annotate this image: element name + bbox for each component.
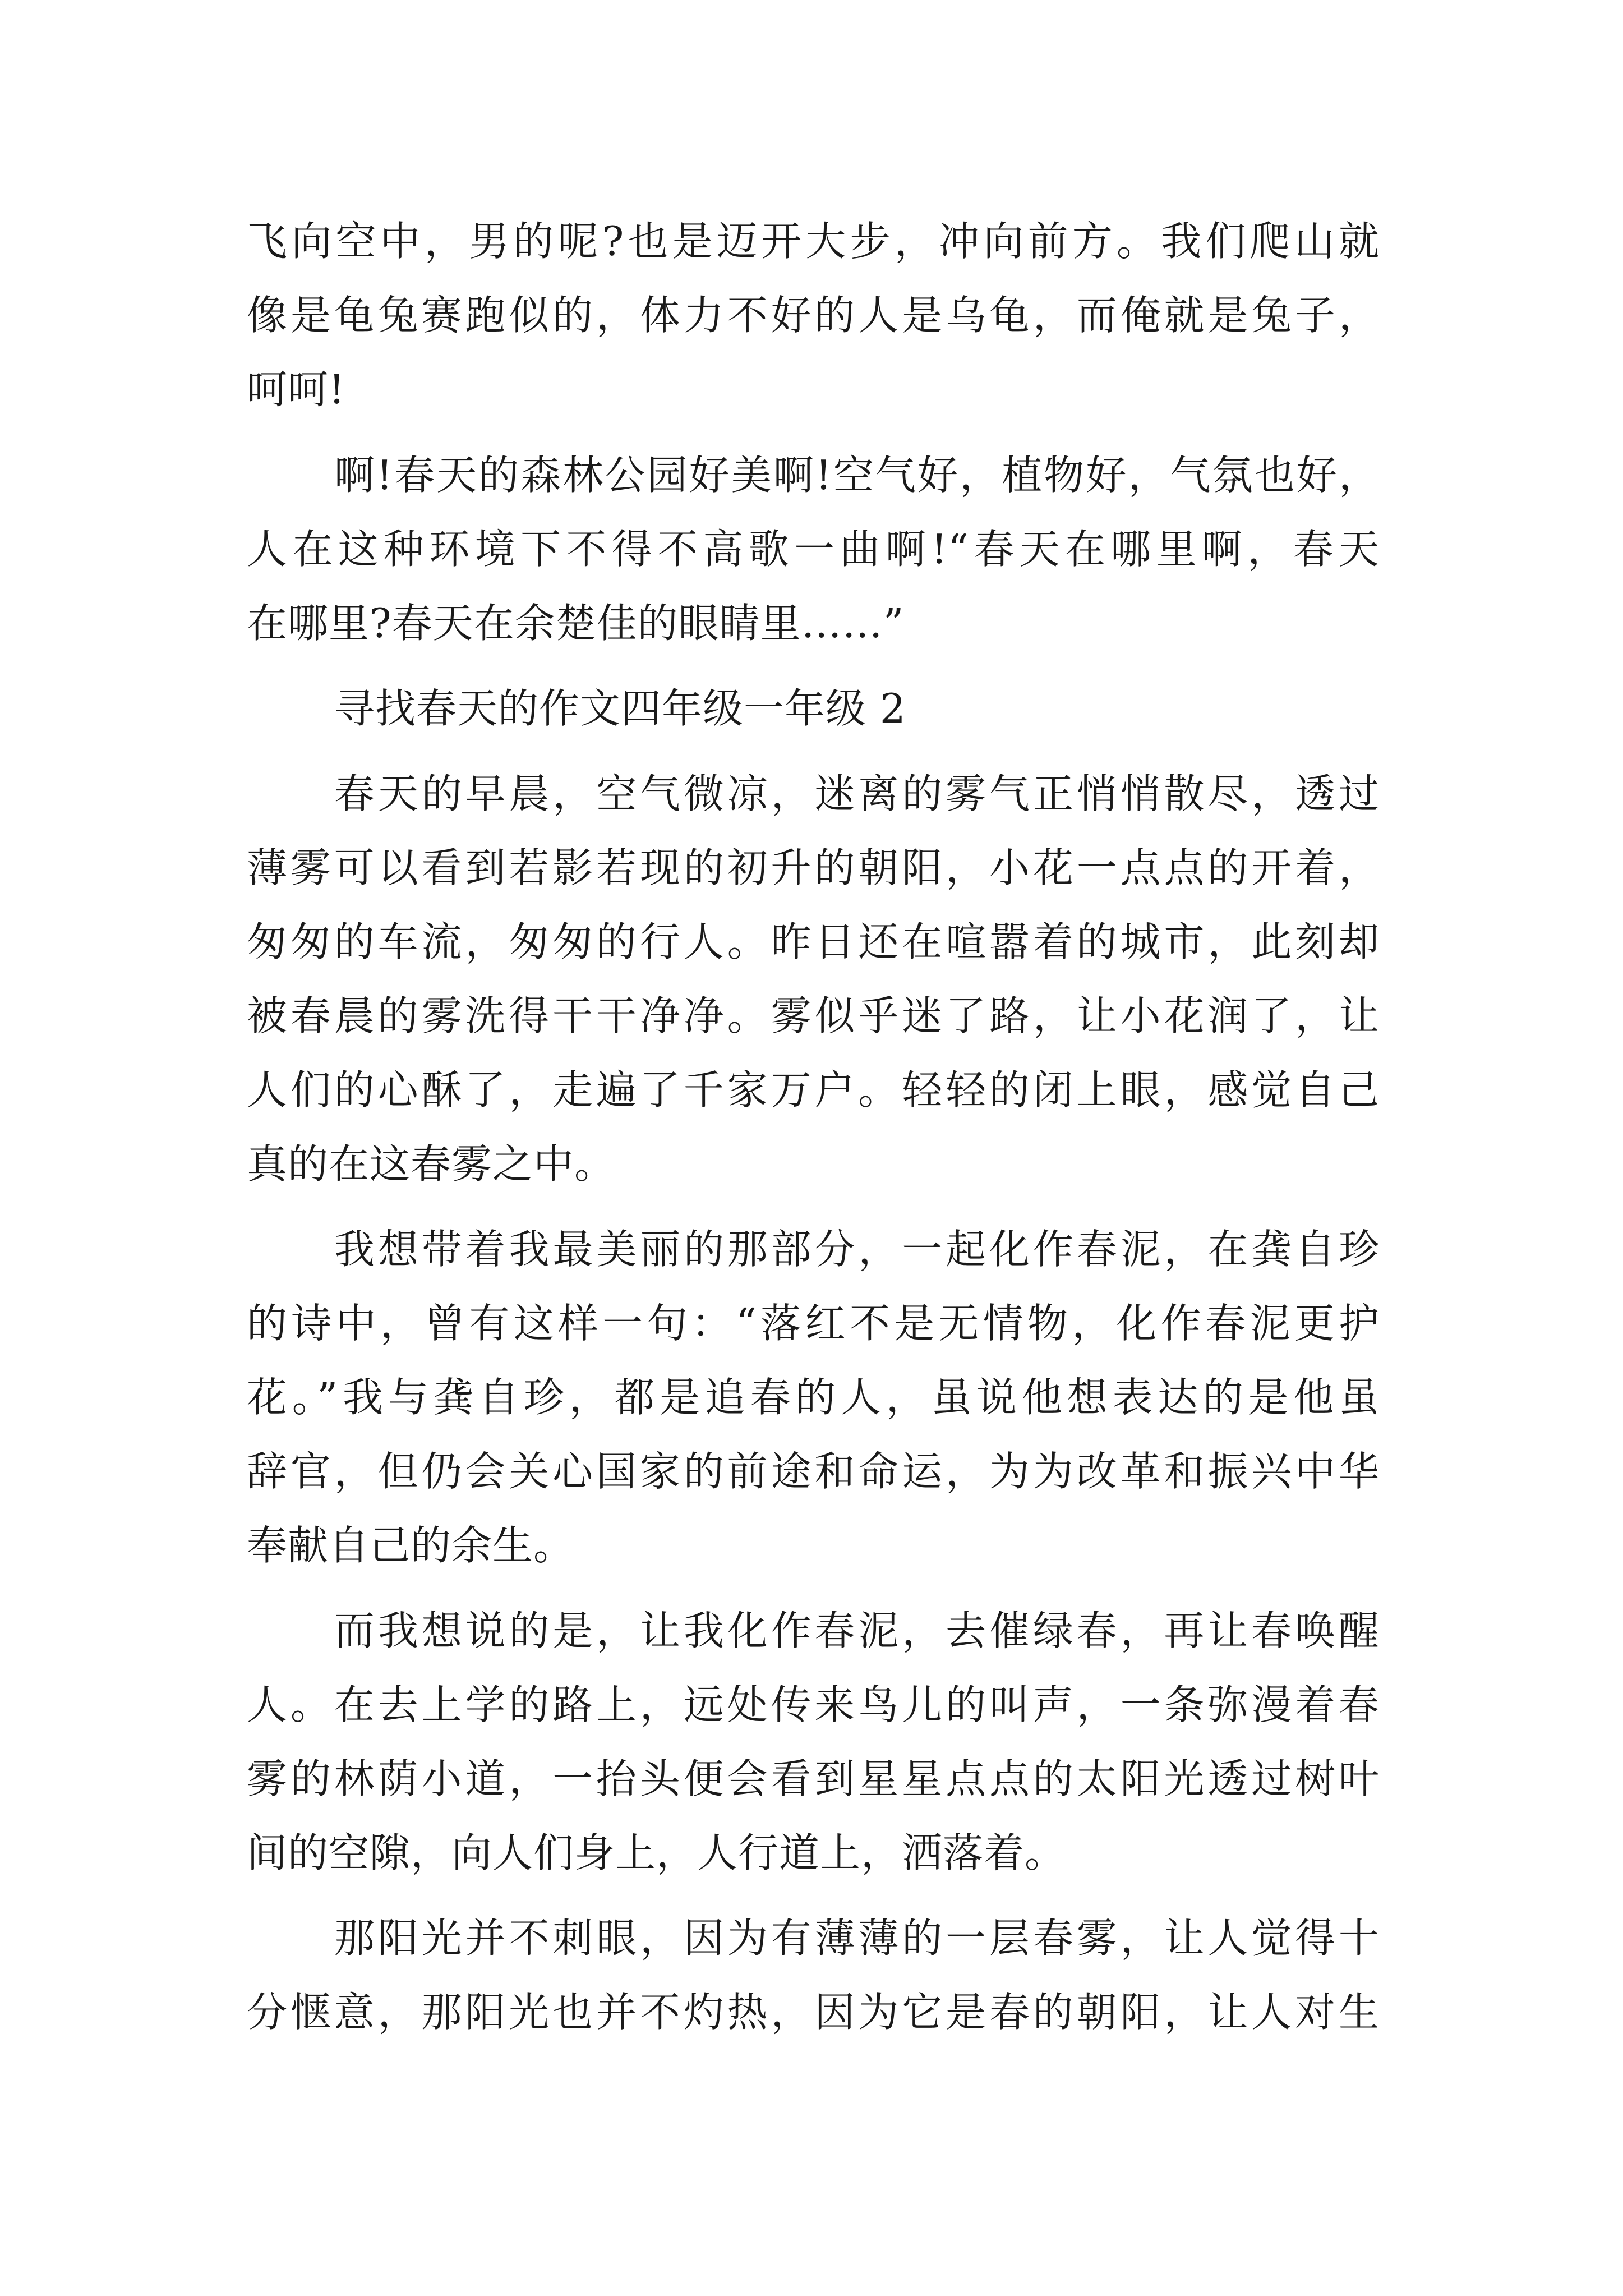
text-line: 被春晨的雾洗得干干净净。雾似乎迷了路，让小花润了，让 <box>247 992 1380 1039</box>
text-line: 的诗中，曾有这样一句：“落红不是无情物，化作春泥更护 <box>247 1300 1380 1347</box>
text-line: 间的空隙，向人们身上，人行道上，洒落着。 <box>247 1829 1066 1876</box>
text-line: 真的在这春雾之中。 <box>247 1140 616 1188</box>
text-line: 在哪里?春天在余楚佳的眼睛里……” <box>247 600 905 647</box>
text-line: 我想带着我最美丽的那部分，一起化作春泥，在龚自珍 <box>334 1226 1380 1273</box>
text-line: 像是龟兔赛跑似的，体力不好的人是乌龟，而俺就是兔子， <box>247 292 1380 339</box>
text-line: 啊!春天的森林公园好美啊!空气好，植物好，气氛也好， <box>334 452 1380 499</box>
text-line: 花。”我与龚自珍，都是追春的人，虽说他想表达的是他虽 <box>247 1374 1380 1421</box>
text-line: 雾的林荫小道，一抬头便会看到星星点点的太阳光透过树叶 <box>247 1755 1380 1802</box>
text-line: 人在这种环境下不得不高歌一曲啊!“春天在哪里啊，春天 <box>247 526 1380 573</box>
text-line: 人。在去上学的路上，远处传来鸟儿的叫声，一条弥漫着春 <box>247 1681 1380 1728</box>
text-line: 薄雾可以看到若影若现的初升的朝阳，小花一点点的开着， <box>247 844 1380 891</box>
text-line: 奉献自己的余生。 <box>247 1522 575 1569</box>
text-line: 呵呵! <box>247 366 345 413</box>
text-line: 匆匆的车流，匆匆的行人。昨日还在喧嚣着的城市，此刻却 <box>247 918 1380 965</box>
text-line: 人们的心酥了，走遍了千家万户。轻轻的闭上眼，感觉自己 <box>247 1066 1380 1114</box>
text-line: 而我想说的是，让我化作春泥，去催绿春，再让春唤醒 <box>334 1607 1380 1654</box>
text-line: 那阳光并不刺眼，因为有薄薄的一层春雾，让人觉得十 <box>334 1915 1380 1962</box>
text-line: 分惬意，那阳光也并不灼热，因为它是春的朝阳，让人对生 <box>247 1989 1380 2036</box>
text-line: 飞向空中，男的呢?也是迈开大步，冲向前方。我们爬山就 <box>247 218 1380 265</box>
text-line: 辞官，但仍会关心国家的前途和命运，为为改革和振兴中华 <box>247 1448 1380 1495</box>
text-line: 春天的早晨，空气微凉，迷离的雾气正悄悄散尽，透过 <box>334 770 1380 817</box>
section-heading: 寻找春天的作文四年级一年级 2 <box>334 685 906 732</box>
